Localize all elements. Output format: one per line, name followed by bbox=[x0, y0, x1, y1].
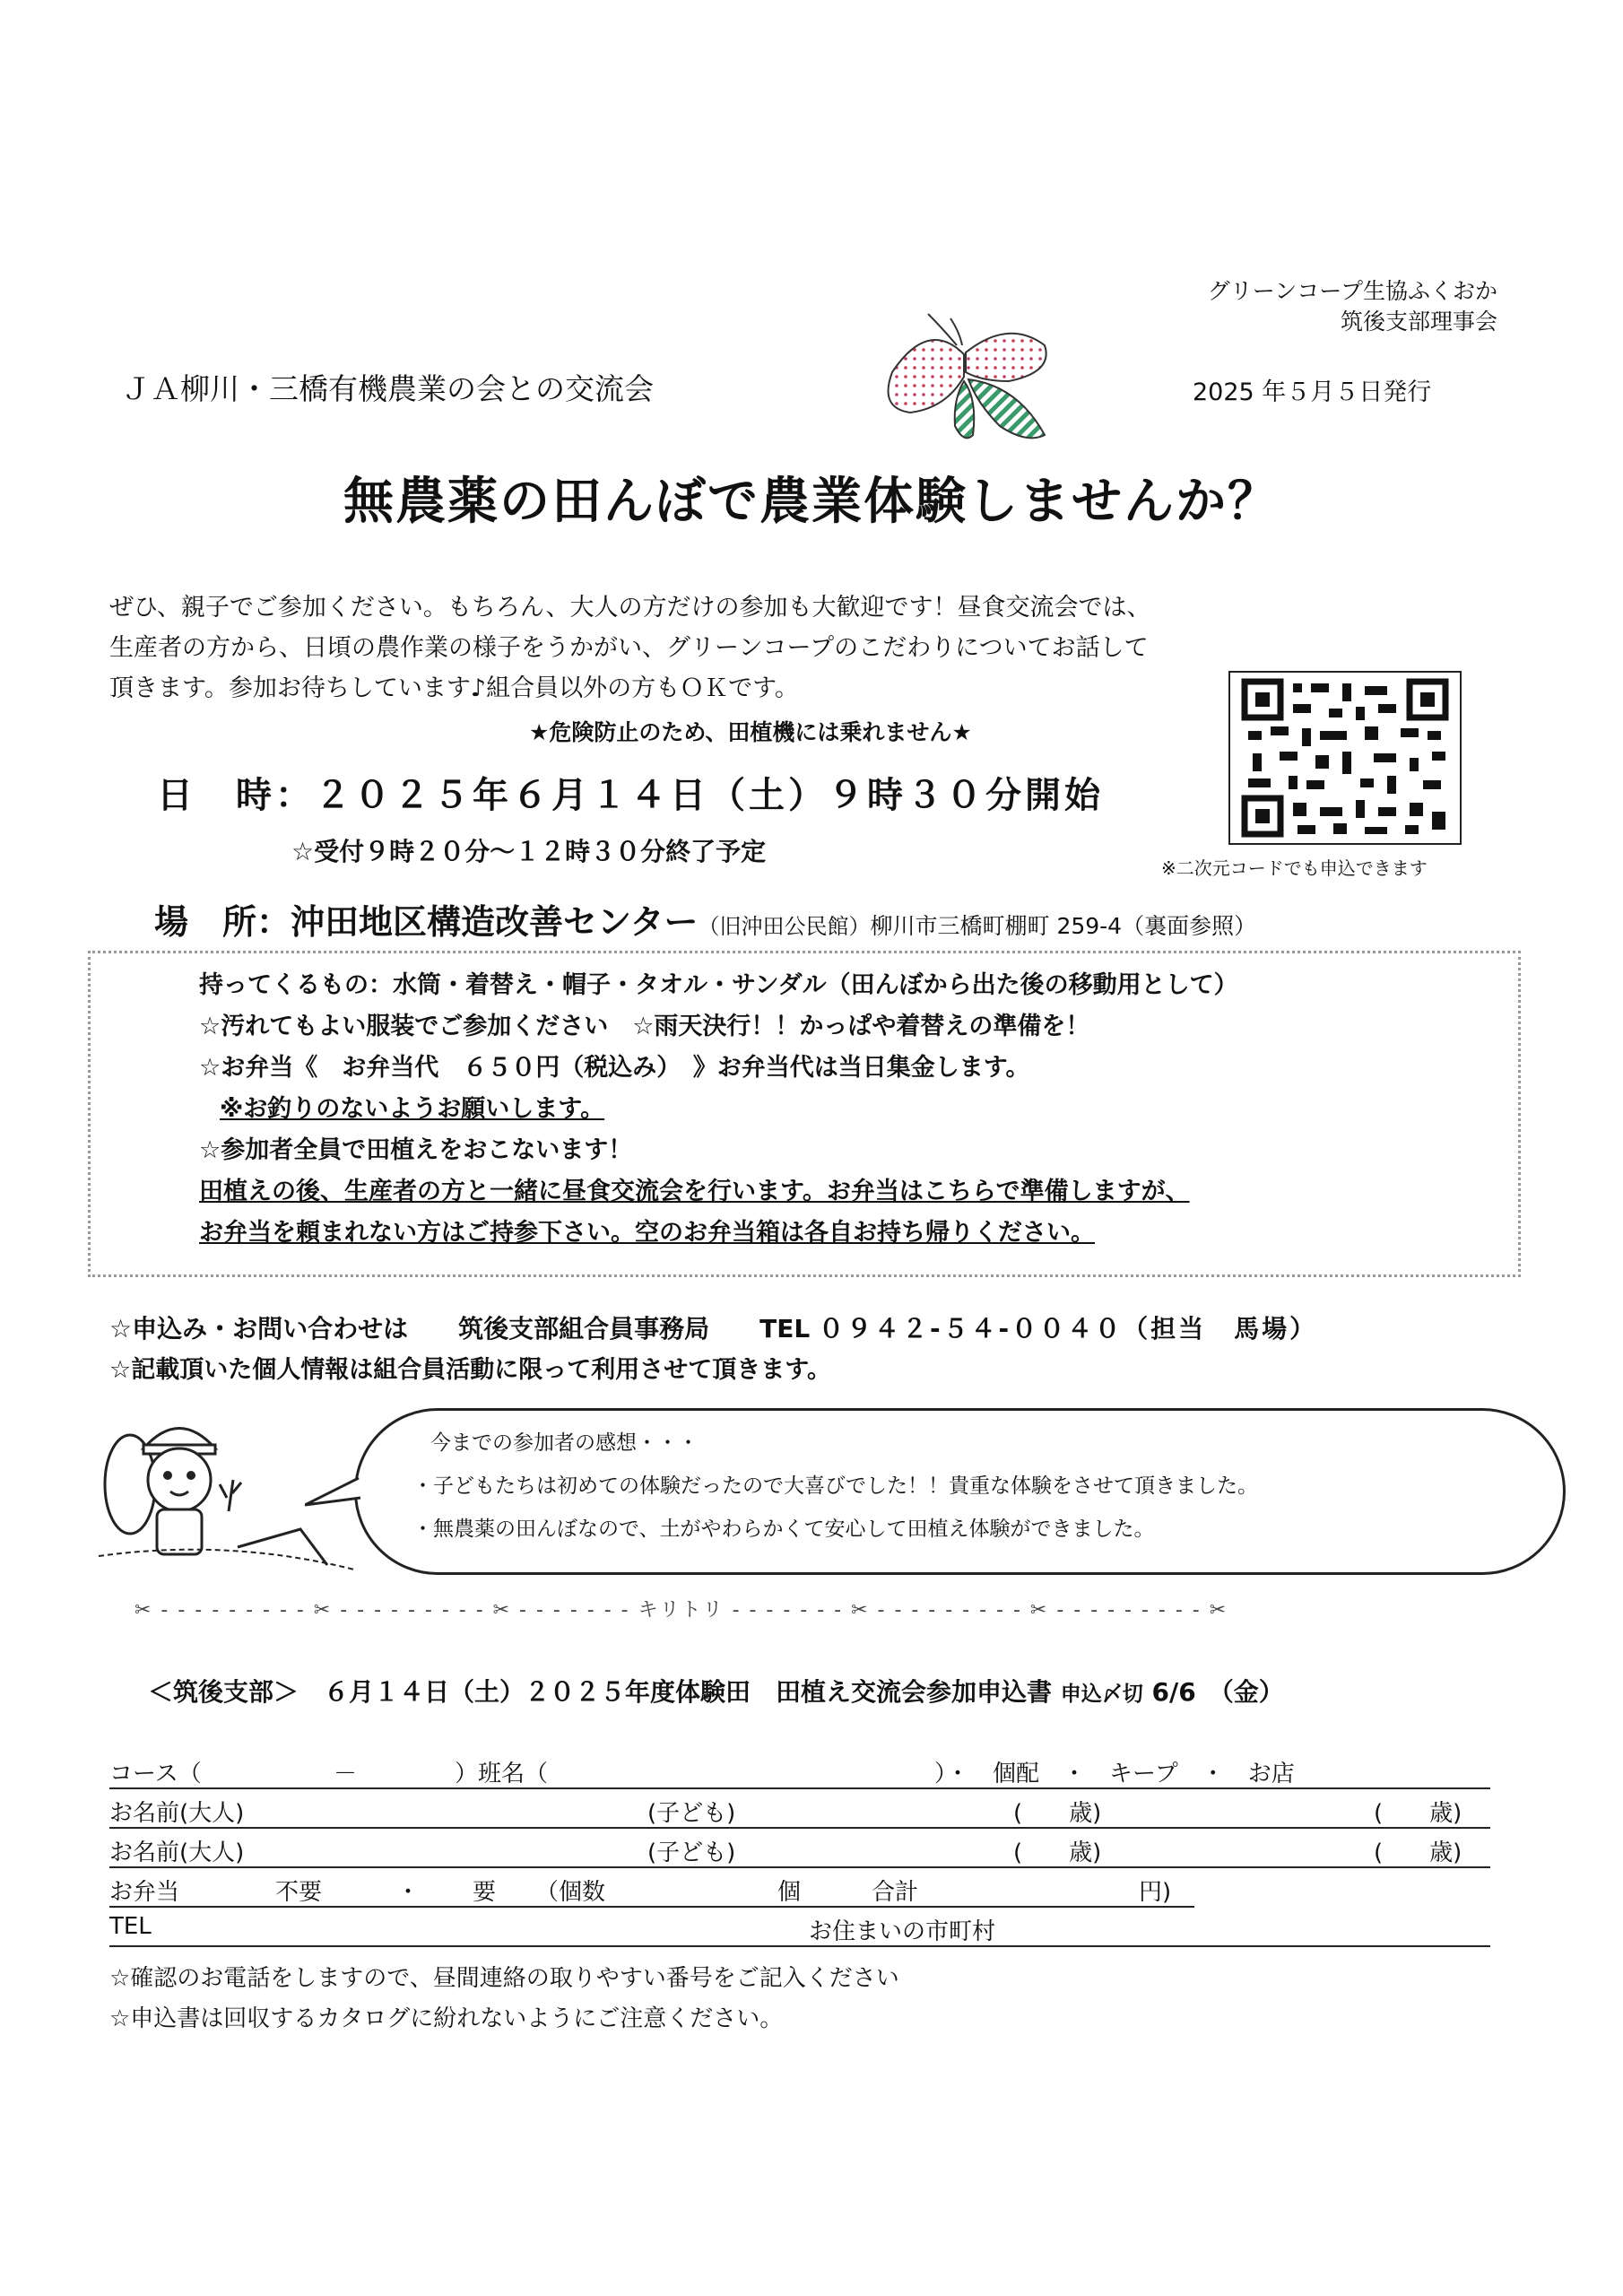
event-subtitle: ＪＡ柳川・三橋有機農業の会との交流会 bbox=[121, 371, 654, 406]
note-catalog: ☆申込書は回収するカタログに紛れないようにご注意ください。 bbox=[109, 2005, 784, 2032]
danger-note: ★危険防止のため、田植機には乗れません★ bbox=[529, 719, 972, 745]
testimonial-2: ・無農薬の田んぼなので、土がやわらかくて安心して田植え体験ができました。 bbox=[412, 1518, 1155, 1541]
intro-line-1: ぜひ、親子でご参加ください。もちろん、大人の方だけの参加も大歓迎です！昼食交流会では、 bbox=[109, 594, 1151, 622]
age-label: ( 歳) bbox=[1013, 1800, 1102, 1827]
name-adult-label: お名前(大人) bbox=[109, 1839, 245, 1866]
bring-line-5: ☆参加者全員で田植えをおこないます！ bbox=[199, 1136, 633, 1164]
qr-note: ※二次元コードでも申込できます bbox=[1161, 857, 1428, 879]
testimonials-heading: 今までの参加者の感想・・・ bbox=[430, 1431, 699, 1455]
bring-line-2: ☆汚れてもよい服装でご参加ください ☆雨天決行！！かっぱや着替えの準備を！ bbox=[199, 1013, 1090, 1040]
form-row-tel[interactable] bbox=[109, 1913, 1490, 1947]
note-phone: ☆確認のお電話をしますので、昼間連絡の取りやすい番号をご記入ください bbox=[109, 1965, 899, 1992]
name-adult-label: お名前(大人) bbox=[109, 1800, 245, 1827]
bring-line-4: ※お釣りのないようお願いします。 bbox=[220, 1095, 605, 1123]
org-name: グリーンコープ生協ふくおか bbox=[1207, 278, 1497, 304]
form-row-course[interactable] bbox=[109, 1755, 1490, 1789]
child-label: (子ども) bbox=[647, 1839, 736, 1866]
privacy-note: ☆記載頂いた個人情報は組合員活動に限って利用させて頂きます。 bbox=[109, 1356, 832, 1384]
testimonial-1: ・子どもたちは初めての体験だったので大喜びでした！！貴重な体験をさせて頂きました。 bbox=[412, 1474, 1258, 1498]
contact-text: ☆申込み・お問い合わせは 筑後支部組合員事務局 TEL bbox=[109, 1314, 811, 1344]
org-dept: 筑後支部理事会 bbox=[1340, 309, 1497, 335]
bento-yen: 円) bbox=[1139, 1879, 1172, 1906]
contact-tel[interactable]: ０９４２-５４-００４０（担当 馬場） bbox=[818, 1314, 1318, 1344]
contact-line bbox=[109, 1309, 1317, 1345]
reception-time: ☆受付９時２０分～１２時３０分終了予定 bbox=[291, 837, 767, 866]
datetime-value: ２０２５年６月１４日（土）９時３０分開始 bbox=[315, 775, 1104, 816]
issue-date: 2025 年５月５日発行 bbox=[1193, 378, 1432, 406]
class-label: ）班名（ bbox=[455, 1761, 549, 1787]
bento-unit: 個 bbox=[777, 1879, 802, 1906]
deadline-label: 申込〆切 bbox=[1060, 1683, 1143, 1706]
headline: 無農薬の田んぼで農業体験しませんか？ bbox=[343, 473, 1280, 531]
butterfly-illustration bbox=[874, 309, 1063, 453]
bento-separator: ・ bbox=[396, 1879, 421, 1906]
city-label: お住まいの市町村 bbox=[809, 1918, 996, 1945]
form-title bbox=[148, 1673, 1284, 1709]
form-title-text: ＜筑後支部＞ ６月１４日（土）２０２５年度体験田 田植え交流会参加申込書 bbox=[148, 1677, 1053, 1707]
bring-line-3: ☆お弁当《 お弁当代 ６５０円（税込み） 》お弁当代は当日集金します。 bbox=[199, 1054, 1030, 1082]
form-row-bento[interactable] bbox=[109, 1874, 1194, 1908]
bring-line-6: 田植えの後、生産者の方と一緒に昼食交流会を行います。お弁当はこちらで準備しますが、 bbox=[199, 1178, 1190, 1205]
form-row-name-2[interactable] bbox=[109, 1834, 1490, 1868]
course-dash: － bbox=[334, 1761, 358, 1787]
qr-code[interactable] bbox=[1228, 671, 1462, 845]
form-row-name-1[interactable] bbox=[109, 1795, 1490, 1829]
event-place bbox=[154, 894, 1256, 944]
age-label: ( 歳) bbox=[1374, 1800, 1462, 1827]
place-label: 場 所： bbox=[154, 902, 291, 942]
place-name: 沖田地区構造改善センター bbox=[291, 902, 699, 942]
bento-count-label: （個数 bbox=[535, 1879, 606, 1906]
bento-total-label: 合計 bbox=[872, 1879, 919, 1906]
bento-label: お弁当 bbox=[109, 1879, 180, 1906]
speech-bubble-tail bbox=[305, 1471, 368, 1511]
datetime-label: 日 時： bbox=[157, 775, 315, 816]
delivery-options: ）・ 個配 ・ キープ ・ お店 bbox=[934, 1761, 1295, 1787]
age-label: ( 歳) bbox=[1374, 1839, 1462, 1866]
bento-yes-option[interactable]: 要 bbox=[473, 1879, 497, 1906]
bring-line-1: 持ってくるもの：水筒・着替え・帽子・タオル・サンダル（田んぼから出た後の移動用として） bbox=[199, 971, 1238, 999]
intro-line-2: 生産者の方から、日頃の農作業の様子をうかがい、グリーンコープのこだわりについてお話して bbox=[109, 634, 1149, 662]
deadline-value: 6/6 （金） bbox=[1151, 1677, 1284, 1707]
event-datetime bbox=[157, 767, 1104, 818]
bring-line-7: お弁当を頼まれない方はご持参下さい。空のお弁当箱は各自お持ち帰りください。 bbox=[199, 1219, 1095, 1247]
course-label: コース（ bbox=[109, 1761, 202, 1787]
organization-block bbox=[1208, 276, 1497, 337]
place-address: 柳川市三橋町棚町 259-4（裏面参照） bbox=[870, 913, 1257, 939]
intro-line-3: 頂きます。参加お待ちしています♪組合員以外の方もＯＫです。 bbox=[109, 674, 799, 702]
age-label: ( 歳) bbox=[1013, 1839, 1102, 1866]
tel-label: TEL bbox=[109, 1913, 152, 1940]
cut-line: ✂ - - - - - - - - - ✂ - - - - - - - - - ✂ - - - - - - - キリトリ - - - - - - - ✂ - - - - - - - - - ✂ - - - - - - - - - ✂ bbox=[135, 1599, 1228, 1622]
bento-no-option[interactable]: 不要 bbox=[275, 1879, 323, 1906]
place-old-name: （旧沖田公民館） bbox=[698, 914, 871, 939]
child-label: (子ども) bbox=[647, 1800, 736, 1827]
